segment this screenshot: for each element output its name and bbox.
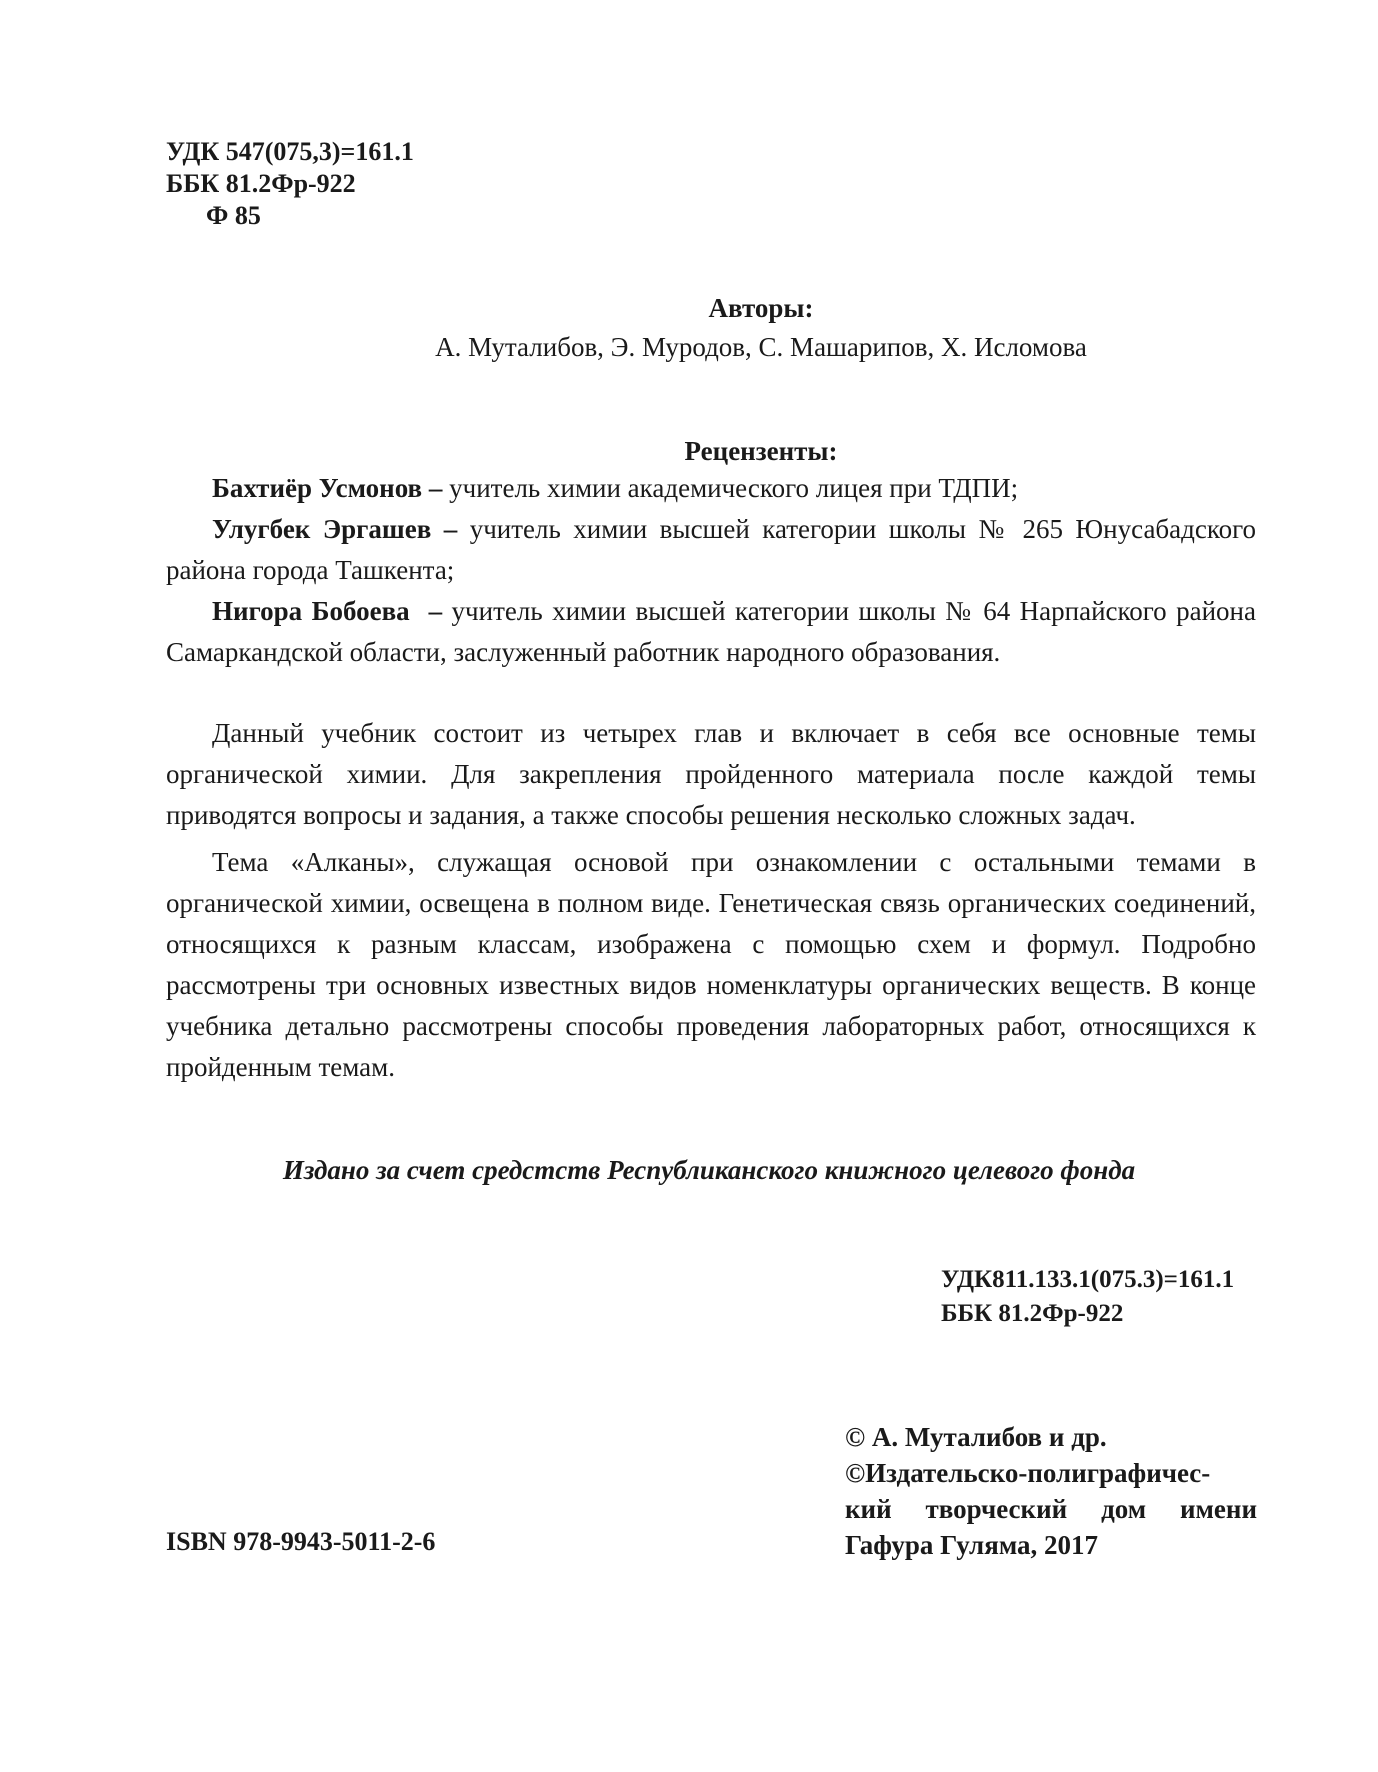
reviewer-name: Нигора Бобоева bbox=[212, 596, 410, 626]
reviewers-heading: Рецензенты: bbox=[684, 436, 838, 466]
reviewer-dash: – bbox=[422, 473, 450, 503]
reviewer-name: Улугбек Эргашев bbox=[212, 514, 432, 544]
reviewer-dash: – bbox=[431, 514, 470, 544]
description-paragraph: Тема «Алканы», служащая основой при ознакомлении с остальными темами в органической химии, освещена в полном виде. Генетическая связь органических соединений, относящихся к разным классам, изображена с помощью схем и формул. Подробно рассмотрены три основных известных видов номенклатуры органических веществ. В конце учебника детально рассмотрены способы проведения лабораторных работ, относящихся к пройденным темам. bbox=[166, 847, 1256, 1082]
reviewer-description: учитель химии высшей категории школы № 265 Юнусабадского района города Ташкента; bbox=[166, 514, 1257, 585]
reviewer-entry bbox=[166, 468, 1256, 509]
copyright-block bbox=[845, 1419, 1257, 1563]
reviewer-description: учитель химии академического лицея при ТДПИ; bbox=[449, 473, 1019, 503]
copyright-line: ©Издательско-полиграфичес- bbox=[845, 1458, 1211, 1488]
reviewer-dash: – bbox=[409, 596, 452, 626]
reviewer-name: Бахтиёр Усмонов bbox=[212, 473, 423, 503]
description-paragraph: Данный учебник состоит из четырех глав и включает в себя все основные темы органической химии. Для закрепления пройденного материала после каждой темы приводятся вопросы и задания, а также способы решения несколько сложных задач. bbox=[166, 718, 1256, 830]
funding-note: Издано за счет средстств Республиканского книжного целевого фонда bbox=[282, 1155, 1136, 1185]
reviewer-description: учитель химии высшей категории школы № 64 Нарпайского района Самаркандской области, заслуженный работник народного образования. bbox=[166, 596, 1256, 667]
authors-heading: Авторы: bbox=[708, 293, 814, 323]
header-classification-codes bbox=[166, 136, 414, 232]
reviewers-list bbox=[166, 468, 1256, 673]
bbk-code: ББК 81.2Фр-922 bbox=[166, 169, 356, 198]
authors-list: А. Муталибов, Э. Муродов, С. Машарипов, Х. Исломова bbox=[435, 332, 1087, 362]
copyright-line: Гафура Гуляма, 2017 bbox=[845, 1530, 1099, 1560]
udk-code: УДК811.133.1(075.3)=161.1 bbox=[941, 1266, 1235, 1293]
udk-code: УДК 547(075,3)=161.1 bbox=[166, 137, 414, 166]
author-mark: Ф 85 bbox=[206, 201, 261, 230]
copyright-line: © А. Муталибов и др. bbox=[845, 1422, 1107, 1452]
reviewer-entry bbox=[166, 509, 1256, 591]
bbk-code: ББК 81.2Фр-922 bbox=[941, 1300, 1124, 1327]
footer-classification-codes bbox=[941, 1263, 1234, 1331]
isbn: ISBN 978-9943-5011-2-6 bbox=[166, 1527, 436, 1556]
copyright-line: кий творческий дом имени bbox=[845, 1494, 1257, 1524]
book-description bbox=[166, 713, 1256, 1088]
reviewer-entry bbox=[166, 591, 1256, 673]
